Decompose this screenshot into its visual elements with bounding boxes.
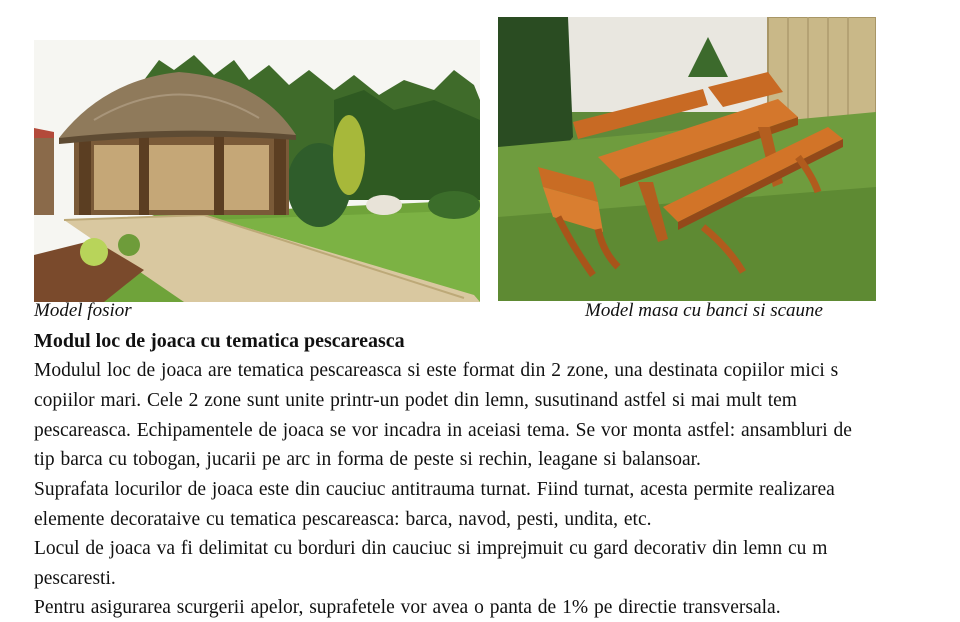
paragraph-line: copiilor mari. Cele 2 zone sunt unite printr-un podet din lemn, susutinand astfel si mai mult tem: [34, 390, 797, 411]
paragraph-line: pescareasca. Echipamentele de joaca se vor incadra in aceiasi tema. Se vor monta astfel: ansambluri de: [34, 420, 852, 441]
wooden-table-benches-icon: [498, 17, 876, 301]
section-heading: Modul loc de joaca cu tematica pescareasca: [34, 330, 405, 352]
thatched-gazebo-garden-icon: [34, 40, 480, 302]
paragraph-line: elemente decorataive cu tematica pescareasca: barca, navod, pesti, undita, etc.: [34, 509, 652, 530]
paragraph-line: Modulul loc de joaca are tematica pescareasca si este format din 2 zone, una destinata copiilor mici s: [34, 360, 839, 381]
table-benches-photo: [498, 17, 876, 301]
paragraph-line: pescaresti.: [34, 568, 116, 589]
paragraph-line: tip barca cu tobogan, jucarii pe arc in forma de peste si rechin, leagane si balansoar.: [34, 449, 701, 470]
paragraph-line: Locul de joaca va fi delimitat cu borduri din cauciuc si imprejmuit cu gard decorativ din lemn cu m: [34, 538, 828, 559]
gazebo-photo: [34, 40, 480, 302]
paragraph-line: Pentru asigurarea scurgerii apelor, suprafetele vor avea o panta de 1% pe directie transversala.: [34, 597, 781, 618]
paragraph-line: Suprafata locurilor de joaca este din cauciuc antitrauma turnat. Fiind turnat, acesta permite realizarea: [34, 479, 835, 500]
caption-gazebo: Model fosior: [34, 300, 132, 321]
caption-table-benches: Model masa cu banci si scaune: [585, 300, 823, 321]
